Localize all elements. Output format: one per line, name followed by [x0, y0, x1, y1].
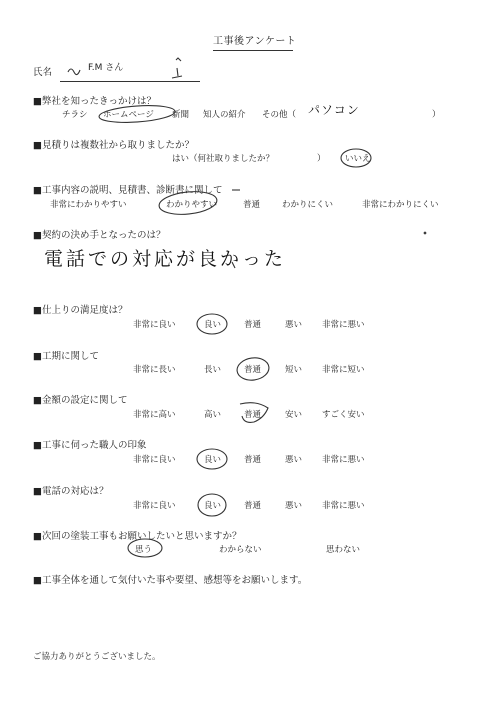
q6-option-3: 普通: [244, 365, 262, 375]
q6-option-1: 非常に長い: [133, 365, 176, 375]
q7-option-4: 安い: [285, 410, 303, 420]
q10-option-unsure: わからない: [219, 545, 262, 555]
q10-question: ■次回の塗装工事もお願いしたいと思いますか？: [33, 531, 242, 542]
q9-option-3: 普通: [244, 501, 262, 511]
q7-option-2: 高い: [204, 410, 222, 420]
q9-option-5: 非常に悪い: [322, 501, 365, 511]
q5-option-2: 良い: [204, 320, 222, 330]
title-underline: [213, 50, 293, 51]
q10-option-yes: 思う: [135, 545, 153, 555]
q1-option-flyer: チラシ: [62, 110, 88, 120]
q7-option-1: 非常に高い: [133, 410, 176, 420]
q1-option-other: その他（: [262, 110, 297, 120]
q4-question: ■契約の決め手となったのは？: [33, 230, 166, 241]
q1-option-newspaper: 新聞: [172, 110, 190, 120]
q9-question: ■電話の対応は？: [33, 486, 109, 497]
q6-option-4: 短い: [285, 365, 303, 375]
q8-option-3: 普通: [244, 455, 262, 465]
q11-question: ■工事全体を通して気付いた事や要望、感想等をお願いします。: [33, 575, 308, 586]
q9-option-1: 非常に良い: [133, 501, 176, 511]
q8-option-5: 非常に悪い: [322, 455, 365, 465]
q8-option-1: 非常に良い: [133, 455, 176, 465]
q2-question: ■見積りは複数社から取りましたか？: [33, 140, 194, 151]
q5-option-4: 悪い: [285, 320, 303, 330]
q1-handwritten-answer: パソコン: [308, 103, 360, 117]
name-value: F.M さん: [88, 63, 124, 73]
q3-question: ■工事内容の説明、見積書、診断書に関して: [33, 185, 223, 196]
q3-option-normal: 普通: [243, 200, 261, 210]
q9-option-4: 悪い: [285, 501, 303, 511]
q1-option-referral: 知人の紹介: [203, 110, 246, 120]
q9-option-2: 良い: [204, 501, 222, 511]
page-title: 工事後アンケート: [213, 36, 297, 47]
name-scribble-mark: [68, 69, 80, 75]
name-underline: [60, 81, 200, 82]
q3-option-clear: わかりやすい: [166, 200, 218, 210]
q4-handwritten-answer: 電話での対応が良かった: [44, 248, 287, 270]
q8-option-4: 悪い: [285, 455, 303, 465]
q8-question: ■工事に伺った職人の印象: [33, 440, 147, 451]
q2-option-no: いいえ: [345, 154, 371, 164]
q6-option-5: 非常に短い: [322, 365, 365, 375]
q5-option-5: 非常に悪い: [322, 320, 365, 330]
q7-question: ■金額の設定に関して: [33, 395, 128, 406]
stray-dot-mark: [424, 232, 426, 234]
q3-option-unclear: わかりにくい: [282, 200, 334, 210]
q5-question: ■仕上りの満足度は？: [33, 305, 128, 316]
q7-option-5: すごく安い: [322, 410, 365, 420]
q5-option-3: 普通: [244, 320, 262, 330]
signature-mark: [172, 58, 182, 78]
q7-option-3: 普通: [244, 410, 262, 420]
name-label: 氏名: [33, 67, 53, 78]
q8-option-2: 良い: [204, 455, 222, 465]
q10-option-no: 思わない: [326, 545, 361, 555]
closing-note: ご協力ありがとうございました。: [33, 652, 161, 662]
q1-question: ■弊社を知ったきっかけは？: [33, 96, 156, 107]
q6-question: ■工期に関して: [33, 351, 99, 362]
q1-option-homepage: ホームページ: [103, 110, 154, 120]
q2-option-yes: はい（何社取りましたか？: [172, 154, 275, 164]
q5-option-1: 非常に良い: [133, 320, 176, 330]
q2-option-yes-close: ）: [317, 154, 326, 164]
q3-option-very-clear: 非常にわかりやすい: [50, 200, 127, 210]
q3-option-very-unclear: 非常にわかりにくい: [362, 200, 439, 210]
q1-option-other-close: ）: [432, 110, 441, 120]
q6-option-2: 長い: [204, 365, 222, 375]
